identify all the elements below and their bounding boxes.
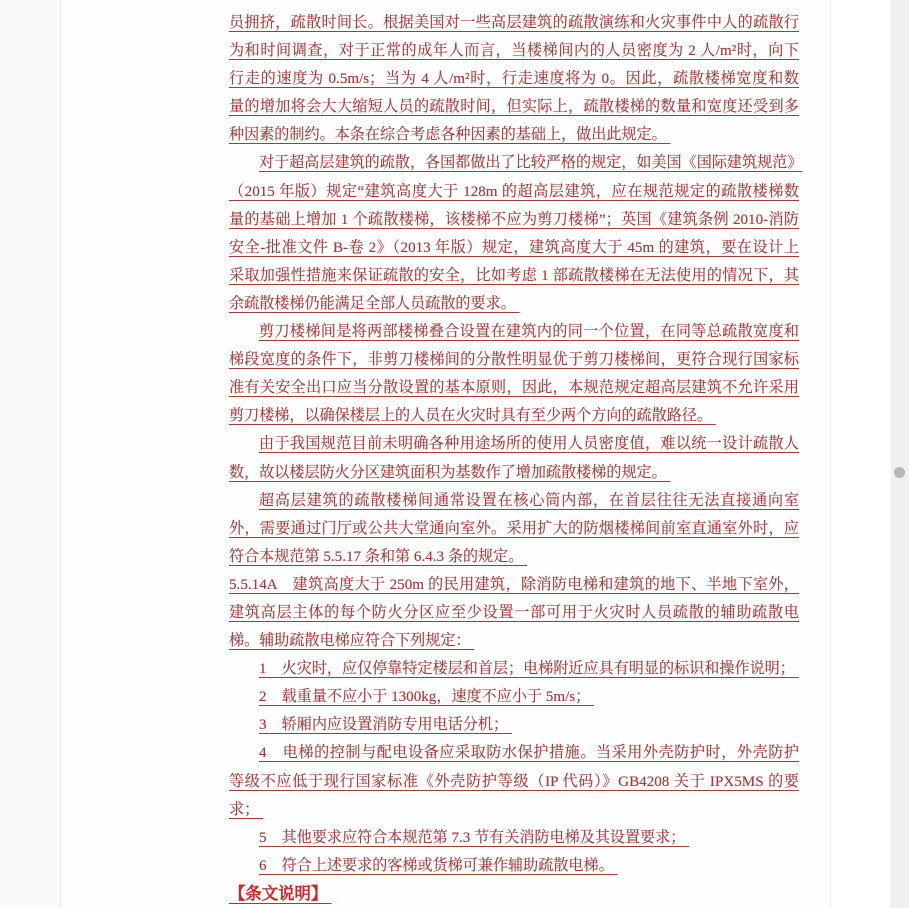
paragraph-body (229, 487, 799, 571)
text-line-content: 准有关安全出口应当分散设置的基本原则，因此，本规范规定超高层建筑不允许采用 (229, 380, 799, 397)
text-line-content: 5 其他要求应符合本规范第 7.3 节有关消防电梯及其设置要求； (259, 829, 686, 846)
text-line (229, 430, 799, 458)
text-line (229, 880, 799, 908)
text-line (229, 627, 799, 655)
text-line-content: 1 火灾时，应仅停靠特定楼层和首层；电梯附近应具有明显的标识和操作说明； (259, 661, 795, 678)
text-line (229, 402, 799, 430)
text-line (229, 149, 803, 177)
text-line-content: 符合本规范第 5.5.17 条和第 6.4.3 条的规定。 (229, 548, 524, 565)
paragraph-list-item (229, 711, 799, 739)
paragraph-label (229, 880, 799, 908)
text-line-content: 5.5.14A 建筑高度大于 250m 的民用建筑，除消防电梯和建筑的地下、半地下室外， (229, 576, 799, 593)
text-line-content: 2 载重量不应小于 1300kg，速度不应小于 5m/s； (259, 689, 591, 706)
text-line-content: 梯。辅助疏散电梯应符合下列规定： (229, 633, 471, 650)
text-line-content: 对于超高层建筑的疏散，各国都做出了比较严格的规定，如美国《国际建筑规范》 (259, 155, 803, 172)
scrollbar-thumb[interactable] (894, 467, 905, 478)
paragraph-body (229, 430, 799, 486)
text-line-content: 行走的速度为 0.5m/s；当为 4 人/m²时，行走速度将为 0。因此，疏散楼梯宽度和数 (229, 71, 799, 88)
text-line (229, 571, 799, 599)
text-line (229, 768, 799, 796)
text-line-content: 6 符合上述要求的客梯或货梯可兼作辅助疏散电梯。 (259, 857, 614, 874)
paragraph-list-item (229, 683, 799, 711)
text-line-content: 种因素的制约。本条在综合考虑各种因素的基础上，做出此规定。 (229, 127, 667, 144)
viewer-left-margin (0, 0, 61, 908)
text-line-content: 3 轿厢内应设置消防专用电话分机； (259, 717, 509, 734)
text-line (229, 739, 799, 767)
text-line-content: （2015 年版）规定“建筑高度大于 128m 的超高层建筑，应在规范规定的疏散楼梯数 (229, 183, 799, 200)
document-text-block (229, 9, 803, 908)
text-line-content: 剪刀楼梯，以确保楼层上的人员在火灾时具有至少两个方向的疏散路径。 (229, 408, 713, 425)
text-line (229, 852, 799, 880)
text-line (229, 346, 799, 374)
text-line (229, 206, 799, 234)
text-line-content: 量的增加将会大大缩短人员的疏散时间，但实际上，疏散楼梯的数量和宽度还受到多 (229, 99, 799, 116)
scrollbar-track[interactable] (891, 0, 909, 908)
text-line (229, 655, 799, 683)
text-line-content: 由于我国规范目前未明确各种用途场所的使用人员密度值，难以统一设计疏散人 (259, 436, 799, 453)
paragraph-list-item (229, 739, 799, 823)
document-page (61, 0, 831, 908)
text-line-content: 采取加强性措施来保证疏散的安全，比如考虑 1 部疏散楼梯在无法使用的情况下，其 (229, 267, 799, 284)
paragraph-list-item (229, 852, 799, 880)
text-line (229, 459, 799, 487)
paragraph-list-item (229, 655, 799, 683)
text-line (229, 121, 799, 149)
text-line (229, 374, 799, 402)
text-line (229, 234, 799, 262)
text-line-content: 超高层建筑的疏散楼梯间通常设置在核心筒内部，在首层往往无法直接通向室 (259, 492, 799, 509)
text-line-content: 求； (229, 801, 260, 818)
text-line (229, 543, 799, 571)
text-line-content: 剪刀楼梯间是将两部楼梯叠合设置在建筑内的同一个位置，在同等总疏散宽度和 (259, 324, 799, 341)
text-line-content: 【条文说明】 (229, 883, 328, 903)
text-line (229, 515, 799, 543)
paragraph-list-item (229, 824, 799, 852)
text-line (229, 487, 799, 515)
text-line-content: 余疏散楼梯仍能满足全部人员疏散的要求。 (229, 295, 516, 312)
text-line (229, 824, 799, 852)
text-line (229, 683, 799, 711)
text-line-content: 为和时间调查，对于正常的成年人而言，当楼梯间内的人员密度为 2 人/m²时，向下 (229, 43, 799, 60)
text-line-content: 数，故以楼层防火分区建筑面积为基数作了增加疏散楼梯的规定。 (229, 464, 667, 481)
text-line (229, 178, 799, 206)
text-line-content: 4 电梯的控制与配电设备应采取防水保护措施。当采用外壳防护时，外壳防护 (259, 745, 799, 762)
text-line-content: 员拥挤，疏散时间长。根据美国对一些高层建筑的疏散演练和火灾事件中人的疏散行 (229, 15, 799, 31)
text-line (229, 290, 799, 318)
paragraph-clause (229, 571, 799, 655)
text-line (229, 711, 799, 739)
text-line (229, 9, 799, 37)
text-line (229, 65, 799, 93)
text-line-content: 量的基础上增加 1 个疏散楼梯，该楼梯不应为剪刀楼梯”；英国《建筑条例 2010-消防 (229, 211, 799, 228)
text-line-content: 安全-批准文件 B-卷 2》（2013 年版）规定，建筑高度大于 45m 的建筑，要在设计上 (229, 239, 799, 256)
paragraph-body (229, 9, 799, 149)
text-line-content: 等级不应低于现行国家标准《外壳防护等级（IP 代码）》GB4208 关于 IPX5MS 的要 (229, 773, 799, 790)
text-line (229, 796, 799, 824)
text-line (229, 262, 799, 290)
text-line-content: 建筑高层主体的每个防火分区应至少设置一部可用于火灾时人员疏散的辅助疏散电 (229, 604, 799, 621)
text-line (229, 37, 799, 65)
text-line-content: 梯段宽度的条件下，非剪刀楼梯间的分散性明显优于剪刀楼梯间，更符合现行国家标 (229, 352, 799, 369)
text-line (229, 599, 799, 627)
text-line (229, 318, 799, 346)
paragraph-body (229, 149, 803, 318)
text-line-content: 外，需要通过门厅或公共大堂通向室外。采用扩大的防烟楼梯间前室直通室外时，应 (229, 520, 799, 537)
text-line (229, 93, 799, 121)
paragraph-body (229, 318, 799, 430)
